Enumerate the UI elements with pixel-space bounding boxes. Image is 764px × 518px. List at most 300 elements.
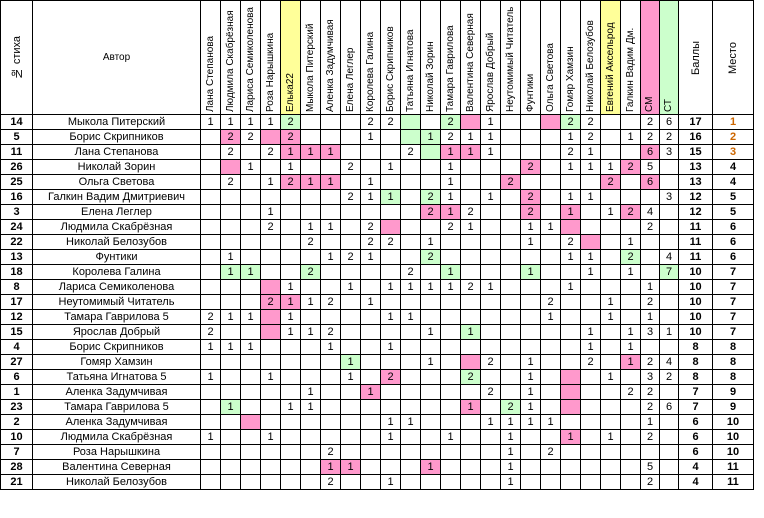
score-cell bbox=[521, 250, 541, 265]
points-cell: 13 bbox=[679, 160, 713, 175]
score-cell: 1 bbox=[621, 130, 641, 145]
score-cell bbox=[461, 430, 481, 445]
score-cell: 2 bbox=[581, 115, 601, 130]
score-cell bbox=[621, 190, 641, 205]
score-cell bbox=[561, 325, 581, 340]
place-cell: 8 bbox=[713, 370, 754, 385]
score-cell bbox=[301, 355, 321, 370]
place-cell: 7 bbox=[713, 325, 754, 340]
author-name: Татьяна Игнатова 5 bbox=[33, 370, 201, 385]
header-judge: Аленка Задумчивая bbox=[321, 1, 341, 115]
score-cell bbox=[581, 370, 601, 385]
header-judge: Ярослав Добрый bbox=[481, 1, 501, 115]
score-cell bbox=[421, 340, 441, 355]
score-cell bbox=[321, 370, 341, 385]
score-cell bbox=[541, 250, 561, 265]
score-cell: 1 bbox=[641, 415, 660, 430]
score-cell: 1 bbox=[561, 190, 581, 205]
score-cell bbox=[501, 265, 521, 280]
score-cell bbox=[201, 220, 221, 235]
points-cell: 12 bbox=[679, 190, 713, 205]
score-cell: 5 bbox=[641, 460, 660, 475]
score-cell: 3 bbox=[641, 325, 660, 340]
score-cell: 1 bbox=[361, 295, 381, 310]
table-row bbox=[1, 160, 754, 175]
score-cell: 1 bbox=[501, 460, 521, 475]
score-cell: 1 bbox=[481, 415, 501, 430]
score-cell bbox=[501, 115, 521, 130]
score-cell: 1 bbox=[381, 430, 401, 445]
points-cell: 6 bbox=[679, 415, 713, 430]
author-name: Аленка Задумчивая bbox=[33, 385, 201, 400]
score-cell: 1 bbox=[301, 325, 321, 340]
header-judge: Валентина Северная bbox=[461, 1, 481, 115]
score-cell: 2 bbox=[541, 445, 561, 460]
author-name: Мыкола Питерский bbox=[33, 115, 201, 130]
poem-number: 21 bbox=[1, 475, 33, 490]
points-cell: 7 bbox=[679, 400, 713, 415]
score-cell: 3 bbox=[660, 190, 679, 205]
score-cell bbox=[461, 175, 481, 190]
place-cell: 2 bbox=[713, 130, 754, 145]
score-cell bbox=[501, 250, 521, 265]
score-cell bbox=[541, 340, 561, 355]
score-cell: 1 bbox=[321, 220, 341, 235]
score-cell bbox=[421, 175, 441, 190]
points-cell: 10 bbox=[679, 295, 713, 310]
score-cell: 1 bbox=[541, 220, 561, 235]
header-judge: Галкин Вадим Дм. bbox=[621, 1, 641, 115]
points-cell: 10 bbox=[679, 325, 713, 340]
score-cell bbox=[501, 325, 521, 340]
score-cell bbox=[461, 115, 481, 130]
score-cell bbox=[601, 340, 621, 355]
score-cell: 1 bbox=[341, 370, 361, 385]
score-cell: 1 bbox=[541, 310, 561, 325]
score-cell bbox=[321, 430, 341, 445]
score-cell bbox=[281, 220, 301, 235]
score-cell: 2 bbox=[641, 475, 660, 490]
score-cell: 1 bbox=[441, 160, 461, 175]
score-cell bbox=[541, 205, 561, 220]
score-cell: 1 bbox=[561, 430, 581, 445]
poem-number: 3 bbox=[1, 205, 33, 220]
points-cell: 11 bbox=[679, 220, 713, 235]
score-cell bbox=[581, 310, 601, 325]
score-cell bbox=[561, 415, 581, 430]
score-cell: 1 bbox=[621, 325, 641, 340]
poem-number: 17 bbox=[1, 295, 33, 310]
score-cell: 1 bbox=[641, 280, 660, 295]
table-row bbox=[1, 325, 754, 340]
header-judge: Николай Белозубов bbox=[581, 1, 601, 115]
score-cell bbox=[660, 385, 679, 400]
score-cell bbox=[241, 175, 261, 190]
score-cell: 1 bbox=[461, 400, 481, 415]
score-cell bbox=[241, 295, 261, 310]
score-cell: 1 bbox=[501, 445, 521, 460]
score-cell: 2 bbox=[301, 235, 321, 250]
score-cell: 2 bbox=[660, 130, 679, 145]
score-cell: 1 bbox=[381, 190, 401, 205]
score-cell bbox=[241, 325, 261, 340]
score-cell bbox=[381, 400, 401, 415]
score-cell: 1 bbox=[601, 310, 621, 325]
points-cell: 11 bbox=[679, 235, 713, 250]
score-cell bbox=[341, 130, 361, 145]
score-cell bbox=[461, 355, 481, 370]
score-cell bbox=[361, 340, 381, 355]
score-cell bbox=[581, 220, 601, 235]
score-cell bbox=[361, 430, 381, 445]
score-cell bbox=[281, 460, 301, 475]
score-cell: 1 bbox=[401, 415, 421, 430]
score-cell bbox=[241, 280, 261, 295]
table-row bbox=[1, 175, 754, 190]
score-cell: 2 bbox=[341, 250, 361, 265]
header-judge: Лариса Семиколенова bbox=[241, 1, 261, 115]
score-cell bbox=[581, 295, 601, 310]
place-cell: 7 bbox=[713, 295, 754, 310]
score-cell bbox=[341, 385, 361, 400]
score-cell: 1 bbox=[461, 325, 481, 340]
score-cell bbox=[241, 250, 261, 265]
score-cell bbox=[481, 310, 501, 325]
score-cell bbox=[561, 265, 581, 280]
score-cell bbox=[601, 475, 621, 490]
score-cell: 1 bbox=[381, 475, 401, 490]
score-cell: 2 bbox=[421, 250, 441, 265]
score-cell bbox=[401, 325, 421, 340]
score-cell bbox=[481, 250, 501, 265]
score-cell bbox=[221, 355, 241, 370]
score-cell bbox=[441, 325, 461, 340]
score-cell: 1 bbox=[441, 175, 461, 190]
score-cell: 2 bbox=[321, 325, 341, 340]
score-cell bbox=[241, 355, 261, 370]
score-cell bbox=[381, 145, 401, 160]
score-cell bbox=[201, 415, 221, 430]
score-cell bbox=[301, 460, 321, 475]
poem-number: 14 bbox=[1, 115, 33, 130]
score-cell bbox=[281, 475, 301, 490]
score-cell: 1 bbox=[341, 280, 361, 295]
score-cell: 1 bbox=[221, 265, 241, 280]
score-cell bbox=[381, 295, 401, 310]
score-cell: 1 bbox=[321, 460, 341, 475]
score-cell: 1 bbox=[301, 220, 321, 235]
score-cell bbox=[461, 190, 481, 205]
header-judge: Фунтики bbox=[521, 1, 541, 115]
header-judge: Неутомимый Читатель bbox=[501, 1, 521, 115]
score-cell: 2 bbox=[421, 190, 441, 205]
score-cell bbox=[401, 340, 421, 355]
score-cell bbox=[201, 205, 221, 220]
score-cell bbox=[301, 205, 321, 220]
points-cell: 4 bbox=[679, 460, 713, 475]
author-name: Галкин Вадим Дмитриевич bbox=[33, 190, 201, 205]
score-cell bbox=[341, 115, 361, 130]
table-row bbox=[1, 355, 754, 370]
score-cell bbox=[381, 220, 401, 235]
score-cell bbox=[221, 205, 241, 220]
score-cell: 1 bbox=[321, 145, 341, 160]
score-cell: 2 bbox=[361, 220, 381, 235]
poem-number: 24 bbox=[1, 220, 33, 235]
score-cell bbox=[521, 175, 541, 190]
poem-number: 28 bbox=[1, 460, 33, 475]
score-cell bbox=[221, 295, 241, 310]
score-cell bbox=[641, 265, 660, 280]
score-cell bbox=[221, 415, 241, 430]
score-cell: 2 bbox=[261, 220, 281, 235]
score-cell bbox=[601, 115, 621, 130]
score-cell bbox=[361, 205, 381, 220]
score-cell bbox=[401, 160, 421, 175]
score-cell bbox=[561, 400, 581, 415]
score-cell bbox=[421, 220, 441, 235]
author-name: Королева Галина bbox=[33, 265, 201, 280]
score-cell: 1 bbox=[281, 325, 301, 340]
score-cell bbox=[401, 205, 421, 220]
header-judge: СТ bbox=[660, 1, 679, 115]
score-cell bbox=[521, 430, 541, 445]
score-cell bbox=[561, 355, 581, 370]
score-cell bbox=[561, 220, 581, 235]
score-cell bbox=[581, 175, 601, 190]
poem-number: 16 bbox=[1, 190, 33, 205]
score-cell bbox=[641, 250, 660, 265]
score-cell bbox=[261, 235, 281, 250]
score-cell: 1 bbox=[381, 310, 401, 325]
score-cell: 1 bbox=[521, 370, 541, 385]
score-cell bbox=[541, 115, 561, 130]
score-cell bbox=[241, 235, 261, 250]
place-cell: 6 bbox=[713, 220, 754, 235]
score-cell bbox=[341, 340, 361, 355]
score-cell: 1 bbox=[601, 205, 621, 220]
score-cell: 1 bbox=[521, 265, 541, 280]
score-cell bbox=[601, 235, 621, 250]
score-cell bbox=[361, 160, 381, 175]
score-cell bbox=[401, 250, 421, 265]
points-cell: 8 bbox=[679, 340, 713, 355]
score-cell bbox=[201, 265, 221, 280]
score-cell: 2 bbox=[241, 130, 261, 145]
poem-number: 22 bbox=[1, 235, 33, 250]
score-cell bbox=[201, 295, 221, 310]
score-cell bbox=[621, 445, 641, 460]
header-judge: Николай Зорин bbox=[421, 1, 441, 115]
score-cell bbox=[321, 265, 341, 280]
score-cell bbox=[660, 280, 679, 295]
score-cell bbox=[401, 475, 421, 490]
score-cell bbox=[541, 280, 561, 295]
score-cell bbox=[601, 355, 621, 370]
points-cell: 8 bbox=[679, 355, 713, 370]
score-cell: 1 bbox=[421, 130, 441, 145]
score-cell: 2 bbox=[601, 175, 621, 190]
score-cell bbox=[361, 370, 381, 385]
score-cell: 2 bbox=[641, 400, 660, 415]
score-cell: 1 bbox=[461, 220, 481, 235]
score-cell: 1 bbox=[621, 340, 641, 355]
score-cell: 2 bbox=[621, 250, 641, 265]
table-row bbox=[1, 130, 754, 145]
score-cell bbox=[341, 235, 361, 250]
score-cell bbox=[301, 475, 321, 490]
score-cell: 1 bbox=[441, 190, 461, 205]
score-cell bbox=[601, 400, 621, 415]
score-cell: 1 bbox=[521, 355, 541, 370]
score-cell bbox=[241, 190, 261, 205]
score-cell bbox=[521, 475, 541, 490]
score-cell bbox=[461, 295, 481, 310]
header-judge: Людмила Скабрёзная bbox=[221, 1, 241, 115]
score-cell: 2 bbox=[660, 370, 679, 385]
author-name: Тамара Гаврилова 5 bbox=[33, 310, 201, 325]
table-row bbox=[1, 475, 754, 490]
score-cell bbox=[241, 430, 261, 445]
score-cell: 1 bbox=[581, 340, 601, 355]
score-cell: 1 bbox=[261, 205, 281, 220]
score-cell bbox=[221, 280, 241, 295]
score-cell bbox=[441, 370, 461, 385]
score-cell: 2 bbox=[201, 325, 221, 340]
score-cell bbox=[221, 370, 241, 385]
points-cell: 6 bbox=[679, 430, 713, 445]
score-cell bbox=[321, 160, 341, 175]
header-judge: Ольга Светова bbox=[541, 1, 561, 115]
author-name: Николай Белозубов bbox=[33, 235, 201, 250]
score-cell bbox=[481, 220, 501, 235]
score-cell: 2 bbox=[341, 160, 361, 175]
score-cell bbox=[441, 355, 461, 370]
place-cell: 9 bbox=[713, 400, 754, 415]
score-cell: 1 bbox=[481, 115, 501, 130]
score-cell bbox=[521, 130, 541, 145]
score-cell: 1 bbox=[441, 430, 461, 445]
score-cell bbox=[361, 280, 381, 295]
place-cell: 11 bbox=[713, 460, 754, 475]
score-cell: 1 bbox=[221, 340, 241, 355]
author-name: Людмила Скабрёзная bbox=[33, 220, 201, 235]
score-cell bbox=[421, 145, 441, 160]
score-cell: 1 bbox=[341, 460, 361, 475]
score-cell: 1 bbox=[660, 325, 679, 340]
author-name: Николай Зорин bbox=[33, 160, 201, 175]
score-cell bbox=[241, 400, 261, 415]
score-cell: 1 bbox=[201, 115, 221, 130]
score-cell: 1 bbox=[441, 205, 461, 220]
score-cell: 1 bbox=[601, 160, 621, 175]
place-cell: 7 bbox=[713, 310, 754, 325]
score-cell bbox=[421, 115, 441, 130]
score-cell bbox=[241, 445, 261, 460]
score-cell bbox=[361, 460, 381, 475]
score-cell: 1 bbox=[361, 250, 381, 265]
score-cell: 1 bbox=[461, 130, 481, 145]
score-cell bbox=[521, 460, 541, 475]
score-cell: 1 bbox=[441, 280, 461, 295]
score-cell: 1 bbox=[221, 115, 241, 130]
score-cell bbox=[541, 355, 561, 370]
score-cell: 1 bbox=[541, 415, 561, 430]
score-cell bbox=[660, 295, 679, 310]
author-name: Борис Скрипников bbox=[33, 340, 201, 355]
score-cell bbox=[321, 235, 341, 250]
points-cell: 10 bbox=[679, 280, 713, 295]
score-cell bbox=[261, 445, 281, 460]
score-cell: 2 bbox=[641, 130, 660, 145]
score-cell bbox=[581, 460, 601, 475]
score-cell: 1 bbox=[361, 385, 381, 400]
score-cell bbox=[361, 355, 381, 370]
score-cell bbox=[621, 460, 641, 475]
score-cell bbox=[521, 325, 541, 340]
score-cell bbox=[301, 115, 321, 130]
score-cell bbox=[301, 160, 321, 175]
score-cell bbox=[261, 400, 281, 415]
score-cell: 2 bbox=[361, 115, 381, 130]
score-cell bbox=[481, 160, 501, 175]
table-row bbox=[1, 445, 754, 460]
score-cell bbox=[660, 205, 679, 220]
score-cell bbox=[581, 430, 601, 445]
score-cell bbox=[241, 220, 261, 235]
place-cell: 4 bbox=[713, 175, 754, 190]
points-cell: 12 bbox=[679, 205, 713, 220]
header-judge: Тамара Гаврилова bbox=[441, 1, 461, 115]
score-cell: 3 bbox=[641, 370, 660, 385]
table-row bbox=[1, 265, 754, 280]
points-cell: 17 bbox=[679, 115, 713, 130]
table-row bbox=[1, 145, 754, 160]
score-cell: 1 bbox=[421, 325, 441, 340]
poem-number: 8 bbox=[1, 280, 33, 295]
score-cell: 1 bbox=[241, 340, 261, 355]
place-cell: 10 bbox=[713, 415, 754, 430]
score-cell: 1 bbox=[581, 160, 601, 175]
points-cell: 15 bbox=[679, 145, 713, 160]
score-cell bbox=[641, 340, 660, 355]
score-cell: 1 bbox=[521, 220, 541, 235]
score-cell: 1 bbox=[221, 400, 241, 415]
score-cell bbox=[421, 310, 441, 325]
score-cell: 2 bbox=[281, 115, 301, 130]
score-cell bbox=[581, 400, 601, 415]
score-cell: 2 bbox=[401, 145, 421, 160]
score-cell bbox=[541, 175, 561, 190]
score-cell bbox=[381, 130, 401, 145]
score-cell: 2 bbox=[261, 145, 281, 160]
score-cell bbox=[441, 295, 461, 310]
header-place: Место bbox=[713, 1, 754, 115]
score-cell bbox=[281, 205, 301, 220]
score-cell bbox=[641, 445, 660, 460]
score-cell bbox=[341, 400, 361, 415]
score-cell: 1 bbox=[301, 295, 321, 310]
score-cell bbox=[401, 190, 421, 205]
score-cell: 1 bbox=[481, 130, 501, 145]
score-cell bbox=[481, 295, 501, 310]
score-cell: 1 bbox=[521, 400, 541, 415]
score-cell bbox=[261, 265, 281, 280]
score-cell bbox=[660, 310, 679, 325]
author-name: Лана Степанова bbox=[33, 145, 201, 160]
poem-number: 2 bbox=[1, 415, 33, 430]
score-cell: 1 bbox=[401, 280, 421, 295]
